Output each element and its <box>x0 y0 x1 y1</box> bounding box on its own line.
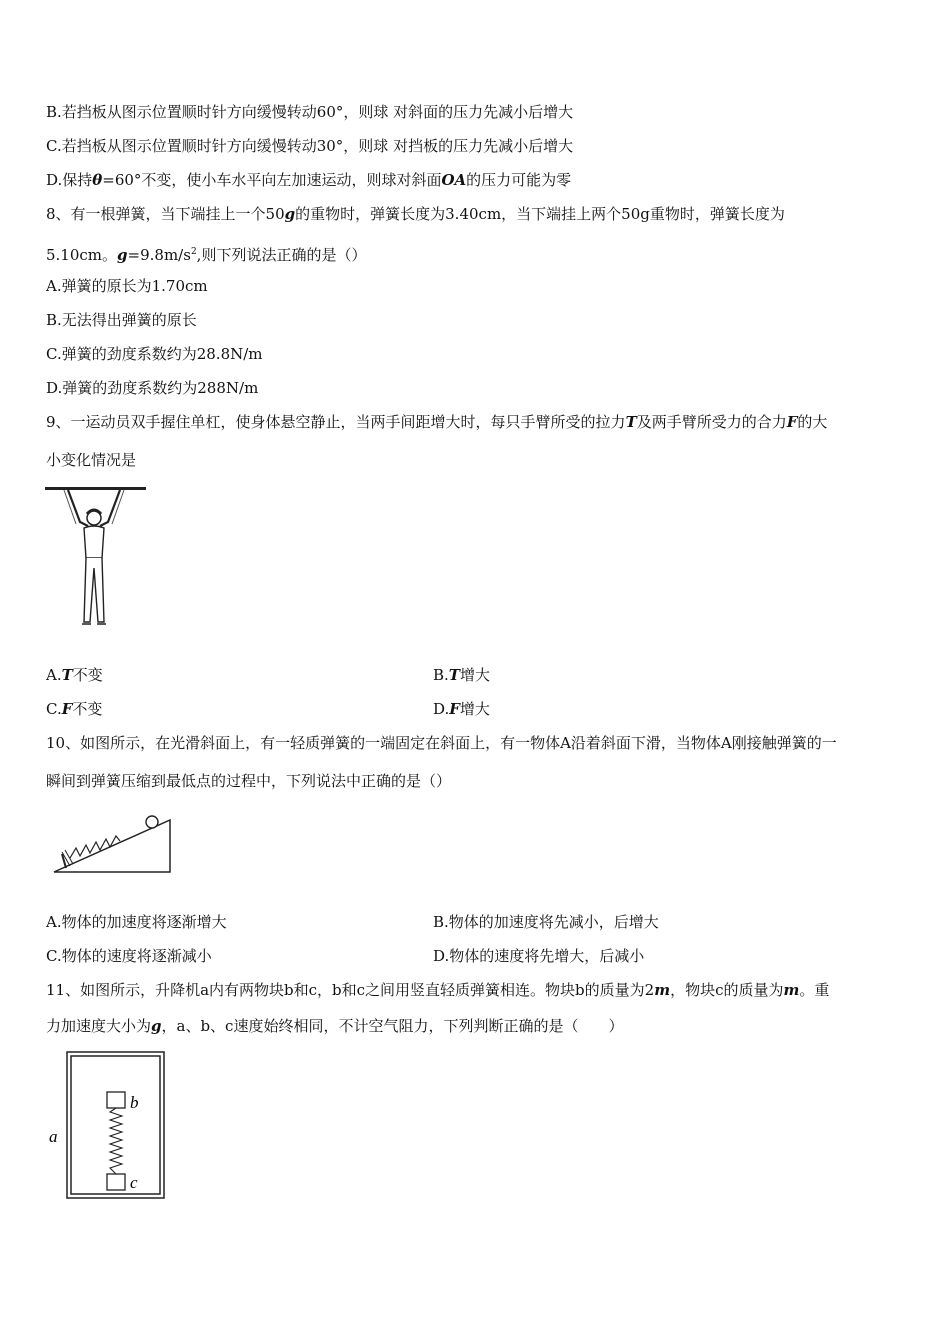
block-a-ball <box>146 816 158 828</box>
q11-stem-line1 <box>46 980 829 1000</box>
gymnast-figure <box>44 482 148 630</box>
f-symbol: F <box>786 413 798 431</box>
option-letter: A. <box>46 666 62 684</box>
q10-option-c: C.物体的速度将逐渐减小 <box>46 947 212 965</box>
label-c: c <box>130 1173 138 1192</box>
elevator-figure <box>46 1050 170 1202</box>
g-symbol: g <box>284 205 296 223</box>
q11-stem-text-mid: ，物块c的质量为 <box>670 981 784 999</box>
q7-option-d <box>46 170 571 190</box>
q9-stem-text-mid: 及两手臂所受力的合力 <box>636 413 787 431</box>
option-text: 不变 <box>72 700 103 718</box>
block-b <box>107 1092 125 1108</box>
option-letter: B. <box>433 666 449 684</box>
q8-stem-text: 8、有一根弹簧，当下端挂上一个50 <box>46 205 285 223</box>
exponent: 2 <box>190 247 197 257</box>
q10-option-b: B.物体的加速度将先减小，后增大 <box>433 913 659 931</box>
q7-d-text-post: 的压力可能为零 <box>466 171 572 189</box>
q9-option-d <box>433 699 490 719</box>
option-text: 增大 <box>459 700 490 718</box>
m-symbol: m <box>654 981 671 999</box>
t-symbol: T <box>61 666 73 684</box>
q11-stem2-post: ，a、b、c速度始终相同，不计空气阻力，下列判断正确的是（ ） <box>161 1017 624 1035</box>
q8-stem-line1 <box>46 204 785 224</box>
q9-stem-line1 <box>46 412 827 432</box>
horizontal-bar <box>45 487 146 490</box>
q7-d-text-mid: =60°不变，使小车水平向左加速运动，则球对斜面 <box>102 171 442 189</box>
theta-symbol: θ <box>92 171 103 189</box>
q7-option-c: C.若挡板从图示位置顺时针方向缓慢转动30°，则球 对挡板的压力先减小后增大 <box>46 137 574 155</box>
q8-stem2-text: 5.10cm。 <box>46 246 118 264</box>
q7-option-b: B.若挡板从图示位置顺时针方向缓慢转动60°，则球 对斜面的压力先减小后增大 <box>46 103 574 121</box>
q8-stem-text-post: 的重物时，弹簧长度为3.40cm，当下端挂上两个50g重物时，弹簧长度为 <box>295 205 785 223</box>
label-b: b <box>130 1093 139 1112</box>
g-symbol: g <box>117 246 128 264</box>
q11-stem2-text: 力加速度大小为 <box>46 1017 152 1035</box>
q9-stem-text-post: 的大 <box>797 413 828 431</box>
label-a: a <box>49 1127 58 1146</box>
t-symbol: T <box>625 413 637 431</box>
q10-stem-line1: 10、如图所示，在光滑斜面上，有一轻质弹簧的一端固定在斜面上，有一物体A沿着斜面下滑，当物体A刚接触弹簧的一 <box>46 734 837 752</box>
q10-stem-line2: 瞬间到弹簧压缩到最低点的过程中，下列说法中正确的是（） <box>46 772 452 790</box>
q11-stem-text-post: 。重 <box>799 981 830 999</box>
option-letter: D. <box>433 700 450 718</box>
q8-option-b: B.无法得出弹簧的原长 <box>46 311 197 329</box>
q9-option-a <box>46 665 103 685</box>
option-letter: C. <box>46 700 62 718</box>
q8-option-c: C.弹簧的劲度系数约为28.8N/m <box>46 345 263 363</box>
q10-option-d: D.物体的速度将先增大，后减小 <box>433 947 645 965</box>
gymnast-torso <box>84 526 104 558</box>
q9-option-b <box>433 665 490 685</box>
q8-g-value: =9.8m/s <box>127 246 191 264</box>
q7-d-text: D.保持 <box>46 171 93 189</box>
q8-stem2-post: ,则下列说法正确的是（） <box>196 246 367 264</box>
oa-symbol: OA <box>441 171 467 189</box>
q8-option-a: A.弹簧的原长为1.70cm <box>46 277 208 295</box>
q9-option-c <box>46 699 102 719</box>
f-symbol: F <box>61 700 73 718</box>
g-symbol: g <box>151 1017 162 1035</box>
option-text: 不变 <box>72 666 103 684</box>
q8-stem-line2 <box>46 242 366 265</box>
gymnast-legs <box>84 558 104 622</box>
q11-stem-text: 11、如图所示，升降机a内有两物块b和c，b和c之间用竖直轻质弹簧相连。物块b的质量为2 <box>46 981 655 999</box>
q9-stem-text: 9、一运动员双手握住单杠，使身体悬空静止，当两手间距增大时，每只手臂所受的拉力 <box>46 413 626 431</box>
q11-stem-line2 <box>46 1016 623 1036</box>
q8-option-d: D.弹簧的劲度系数约为288N/m <box>46 379 259 397</box>
incline-spring-figure <box>52 810 174 876</box>
q10-option-a: A.物体的加速度将逐渐增大 <box>46 913 227 931</box>
m-symbol: m <box>783 981 800 999</box>
t-symbol: T <box>448 666 460 684</box>
q9-stem-line2: 小变化情况是 <box>46 451 137 469</box>
f-symbol: F <box>449 700 460 718</box>
option-text: 增大 <box>459 666 490 684</box>
block-c <box>107 1174 125 1190</box>
